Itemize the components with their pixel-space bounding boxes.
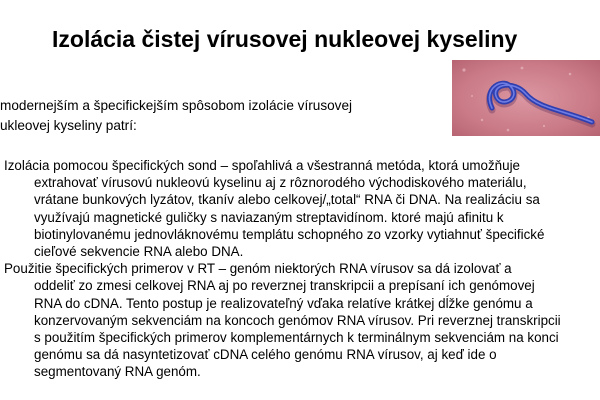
list-item <box>0 260 600 380</box>
bullet-line: extrahovať vírusovú nukleovú kyselinu aj z rôznorodého východiskového materiálu, <box>34 175 527 191</box>
intro-line: ukleovej kyseliny patrí: <box>0 118 137 133</box>
bullet-line: segmentovaný RNA genóm. <box>34 364 201 380</box>
bullet-line: cieľové sekvencie RNA alebo DNA. <box>34 244 244 260</box>
virus-micrograph <box>452 60 600 136</box>
bullet-list <box>0 157 600 381</box>
bullet-line: využívajú magnetické guličky s naviazaným streptavidínom. ktoré majú afinitu k <box>34 209 504 225</box>
bullet-line: s použitím špecifických primerov komplementárnych k terminálnym sekvenciám na konci <box>34 330 559 346</box>
bullet-line: Použitie špecifických primerov v RT – genóm niektorých RNA vírusov sa dá izolovať a <box>4 261 512 277</box>
virus-micrograph-icon <box>452 60 600 136</box>
bullet-line: biotinylovanému jednovláknovému templátu schopného zo vzorky vytiahnuť špecifické <box>34 226 545 242</box>
intro-text <box>0 96 420 136</box>
bullet-line: oddeliť zo zmesi celkovej RNA aj po reverznej transkripcii a prepísaní ich genómovej <box>34 278 535 294</box>
bullet-line: RNA do cDNA. Tento postup je realizovateľný vďaka relatíve krátkej dĺžke genómu a <box>34 295 533 311</box>
bullet-line: genómu sa dá nasyntetizovať cDNA celého genómu RNA vírusov, aj keď ide o <box>34 347 497 363</box>
list-item <box>0 157 600 260</box>
intro-line: modernejším a špecifickejším spôsobom izolácie vírusovej <box>0 98 353 113</box>
bullet-line: Izolácia pomocou špecifických sond – spoľahlivá a všestranná metóda, ktorá umožňuje <box>4 158 521 173</box>
slide-title: Izolácia čistej vírusovej nukleovej kyseliny <box>52 26 518 52</box>
bullet-line: konzervovaným sekvenciám na koncoch genómov RNA vírusov. Pri reverznej transkripcii <box>34 312 561 328</box>
bullet-line: vrátane bunkových lyzátov, tkanív alebo celkovej/„total“ RNA či DNA. Na realizáciu sa <box>34 192 540 208</box>
